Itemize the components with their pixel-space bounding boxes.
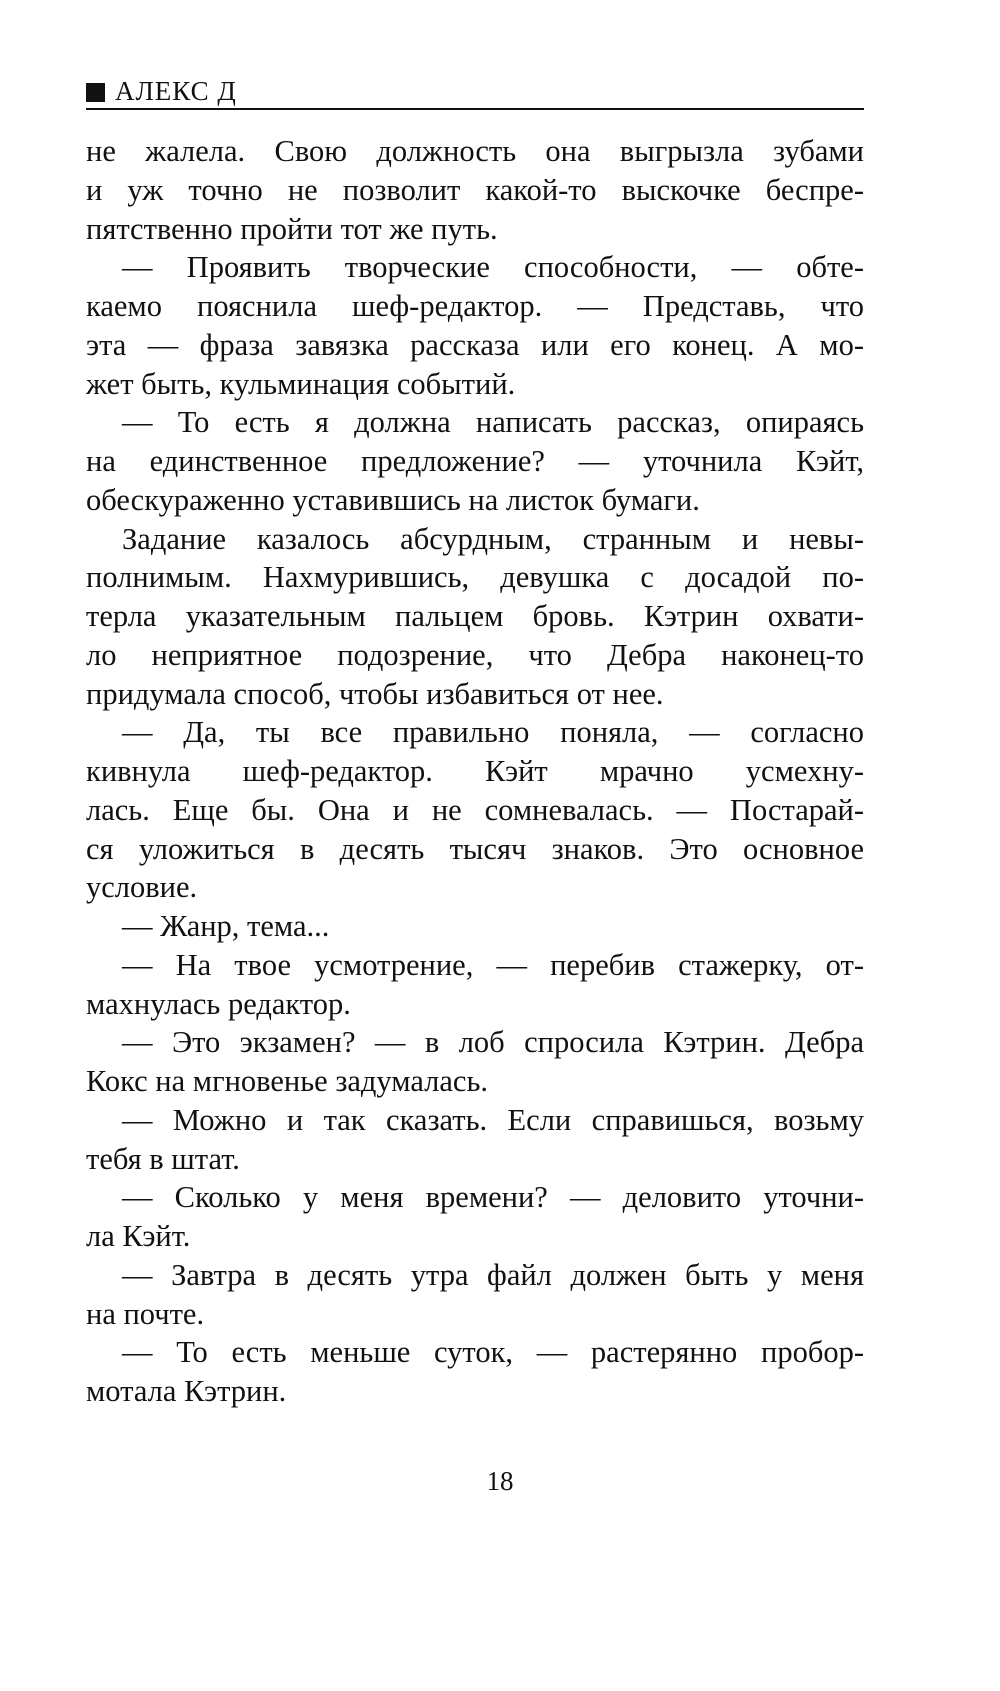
text-line: не жалела. Свою должность она выгрызла зубами (86, 134, 864, 168)
text-line: пятственно пройти тот же путь. (86, 211, 498, 246)
text-line: — То есть я должна написать рассказ, опираясь (122, 405, 864, 440)
text-line: — Завтра в десять утра файл должен быть у меня (122, 1257, 864, 1292)
text-line: — Жанр, тема... (122, 909, 330, 943)
text-line: мотала Кэтрин. (86, 1374, 287, 1408)
text-line: — Проявить творческие способности, — обте- (122, 250, 864, 285)
text-line: терла указательным пальцем бровь. Кэтрин охвати- (86, 599, 864, 633)
text-line: жет быть, кульминация событий. (86, 366, 516, 401)
text-line: условие. (86, 870, 198, 905)
text-line: — Сколько у меня времени? — деловито уточни- (122, 1180, 864, 1215)
text-line: каемо пояснила шеф-редактор. — Представь, что (86, 289, 864, 323)
text-line: ла Кэйт. (86, 1219, 191, 1253)
text-line: эта — фраза завязка рассказа или его конец. А мо- (86, 327, 864, 362)
text-line: Задание казалось абсурдным, странным и невы- (122, 521, 864, 556)
text-line: на единственное предложение? — уточнила Кэйт, (86, 444, 864, 478)
running-head-title: АЛЕКС Д (115, 76, 237, 106)
text-line: придумала способ, чтобы избавиться от нее. (86, 676, 664, 711)
text-line: — То есть меньше суток, — растерянно пробор- (122, 1335, 864, 1370)
text-line: лась. Еще бы. Она и не сомневалась. — Постарай- (86, 792, 864, 827)
text-line: кивнула шеф-редактор. Кэйт мрачно усмехну- (86, 754, 864, 788)
running-header (86, 74, 864, 110)
text-line: и уж точно не позволит какой-то выскочке беспре- (86, 172, 864, 207)
text-line: тебя в штат. (86, 1141, 240, 1176)
text-line: обескураженно уставившись на листок бумаги. (86, 482, 700, 517)
text-line: ся уложиться в десять тысяч знаков. Это основное (86, 831, 864, 866)
text-line: махнулась редактор. (86, 986, 351, 1021)
text-line: — На твое усмотрение, — перебив стажерку, от- (122, 947, 864, 982)
text-line: — Это экзамен? — в лоб спросила Кэтрин. Дебра (122, 1025, 864, 1060)
text-line: — Можно и так сказать. Если справишься, возьму (122, 1102, 864, 1137)
text-line: на почте. (86, 1296, 205, 1331)
text-line: ло неприятное подозрение, что Дебра наконец-то (86, 637, 864, 672)
page-number: 18 (486, 1466, 514, 1496)
text-line: Кокс на мгновенье задумалась. (86, 1064, 488, 1098)
square-bullet-icon (86, 83, 105, 102)
text-line: — Да, ты все правильно поняла, — согласно (122, 715, 864, 750)
body-text (86, 132, 864, 1411)
text-line: полнимым. Нахмурившись, девушка с досадой по- (86, 560, 864, 595)
